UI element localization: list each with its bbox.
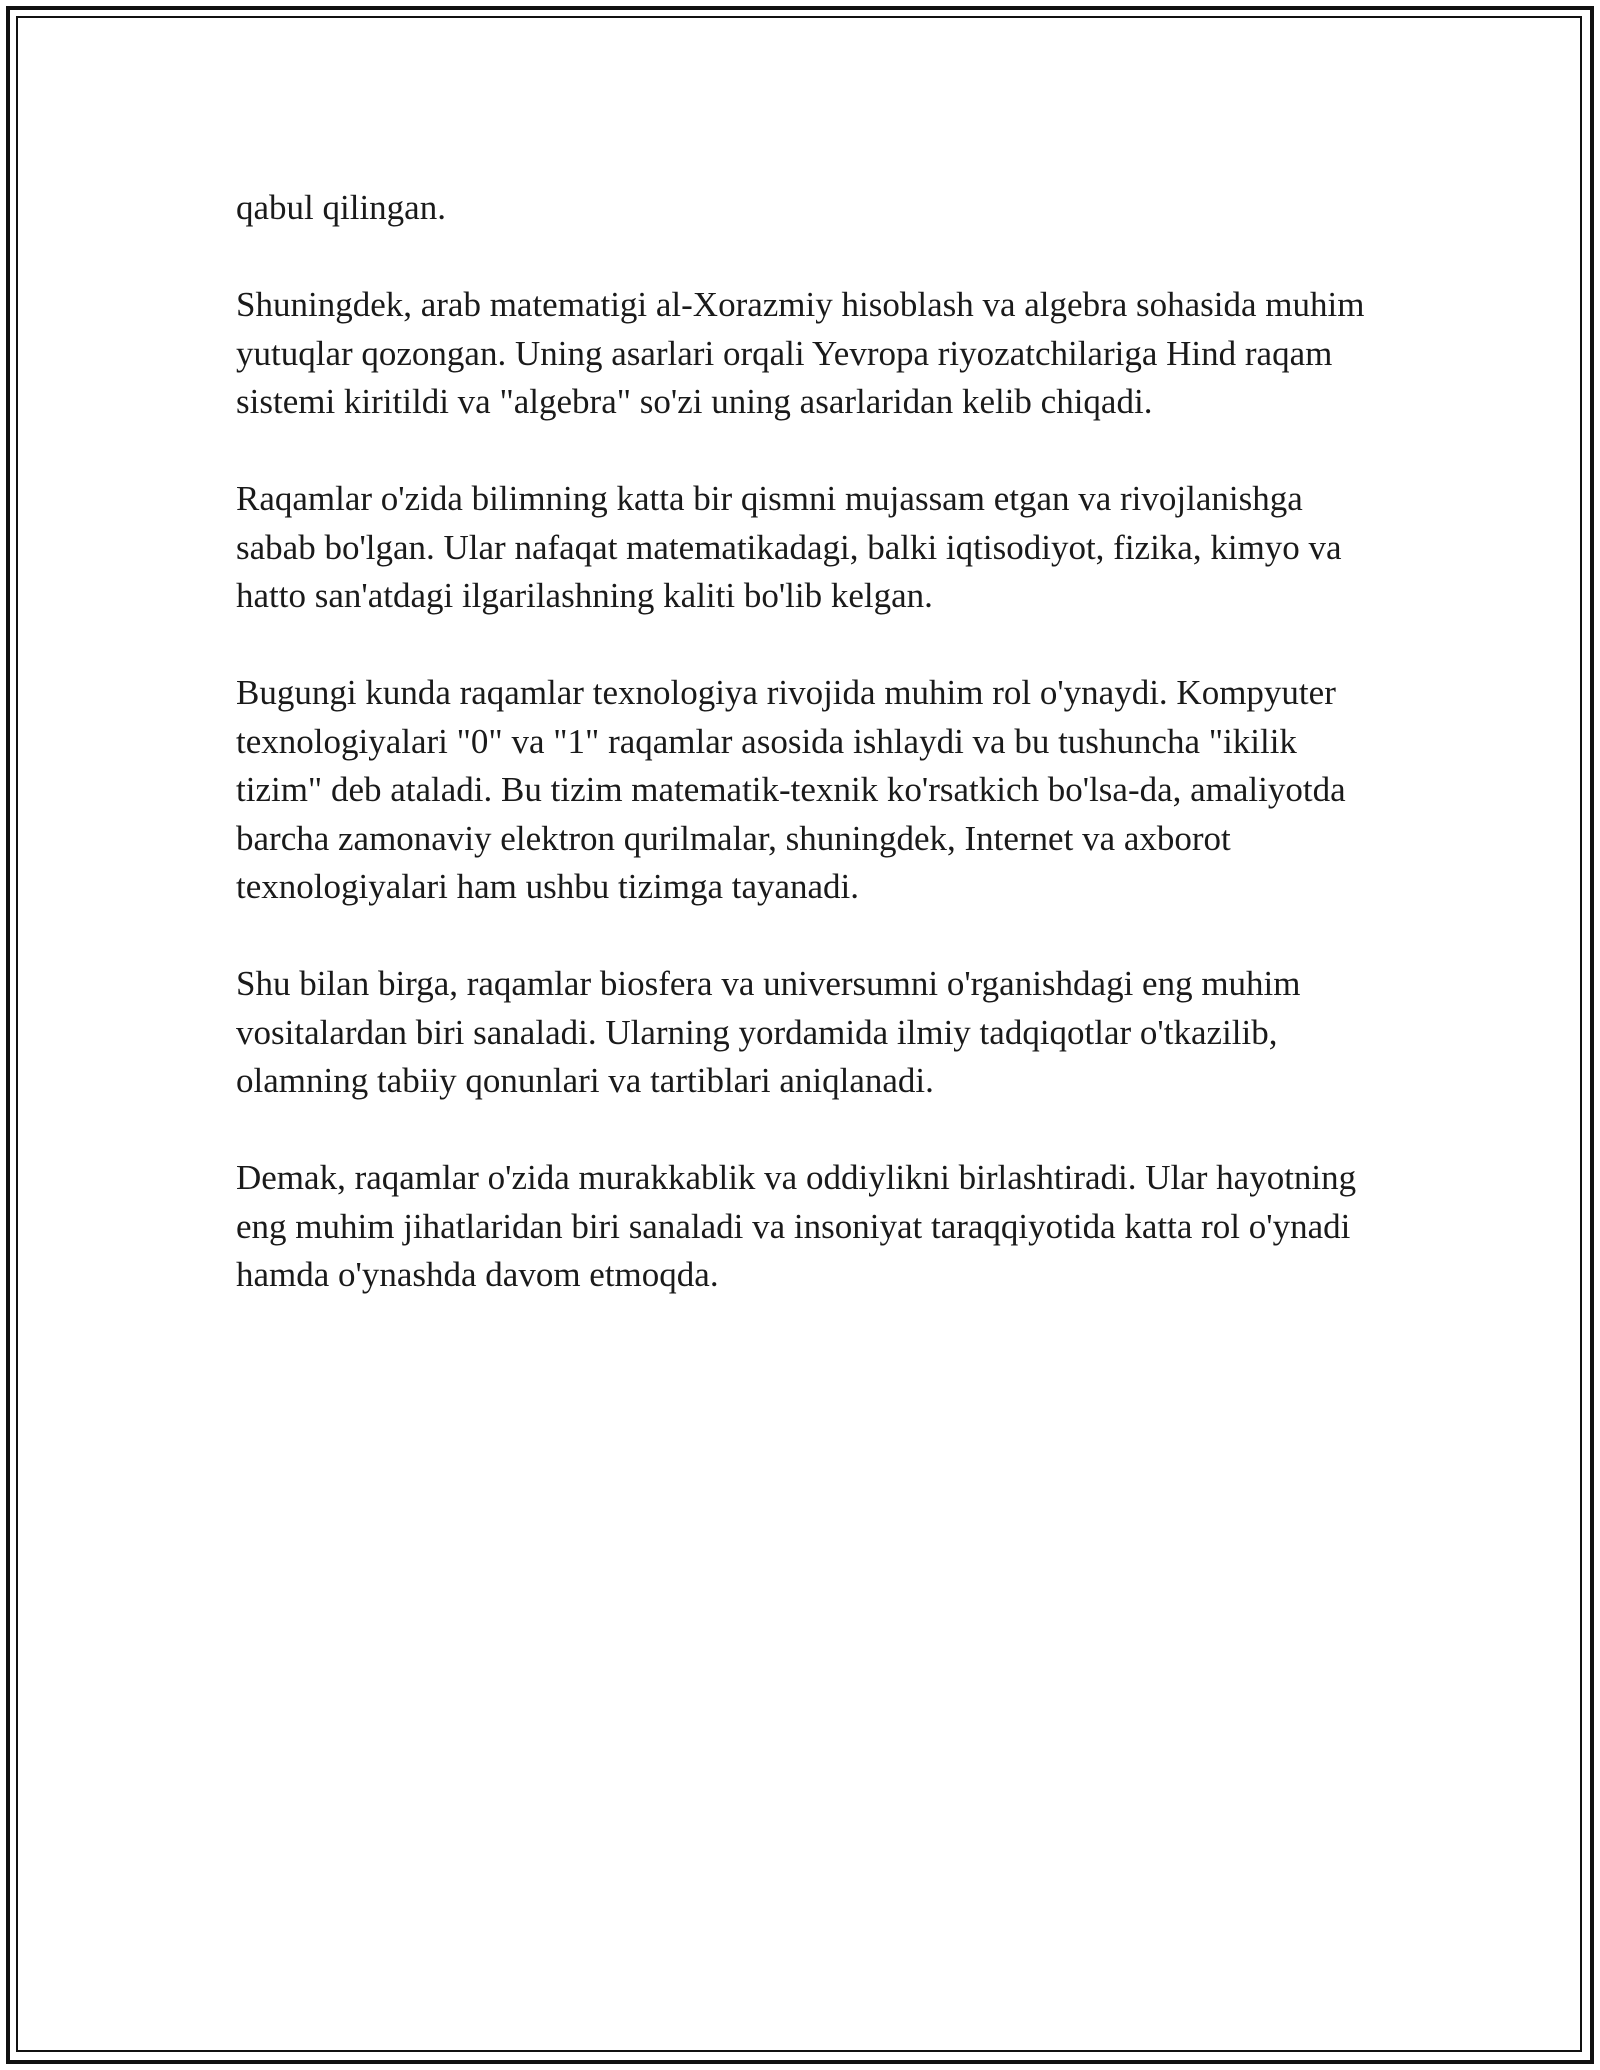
paragraph-3: Raqamlar o'zida bilimning katta bir qismni mujassam etgan va rivojlanishga sabab bo'lgan. Ular nafaqat matematikadagi, balki iqtisodiyot, fizika, kimyo va hatto san'atdagi ilgarilashning kaliti bo'lib kelgan.: [236, 479, 1342, 615]
paragraph-1: qabul qilingan.: [236, 188, 446, 227]
document-body: [236, 184, 1376, 1348]
paragraph-6: Demak, raqamlar o'zida murakkablik va oddiylikni birlashtiradi. Ular hayotning eng muhim jihatlaridan biri sanaladi va insoniyat taraqqiyotida katta rol o'ynadi hamda o'ynashda davom etmoqda.: [236, 1158, 1357, 1294]
paragraph-2: Shuningdek, arab matematigi al-Xorazmiy hisoblash va algebra sohasida muhim yutuqlar qozongan. Uning asarlari orqali Yevropa riyozatchilariga Hind raqam sistemi kiritildi va "algebra" so'zi uning asarlaridan kelib chiqadi.: [236, 285, 1365, 421]
paragraph-4: Bugungi kunda raqamlar texnologiya rivojida muhim rol o'ynaydi. Kompyuter texnologiyalari "0" va "1" raqamlar asosida ishlaydi va bu tushuncha "ikilik tizim" deb ataladi. Bu tizim matematik-texnik ko'rsatkich bo'lsa-da, amaliyotda barcha zamonaviy elektron qurilmalar, shuningdek, Internet va axborot texnologiyalari ham ushbu tizimga tayanadi.: [236, 673, 1346, 906]
paragraph-5: Shu bilan birga, raqamlar biosfera va universumni o'rganishdagi eng muhim vositalardan biri sanaladi. Ularning yordamida ilmiy tadqiqotlar o'tkazilib, olamning tabiiy qonunlari va tartiblari aniqlanadi.: [236, 964, 1301, 1100]
